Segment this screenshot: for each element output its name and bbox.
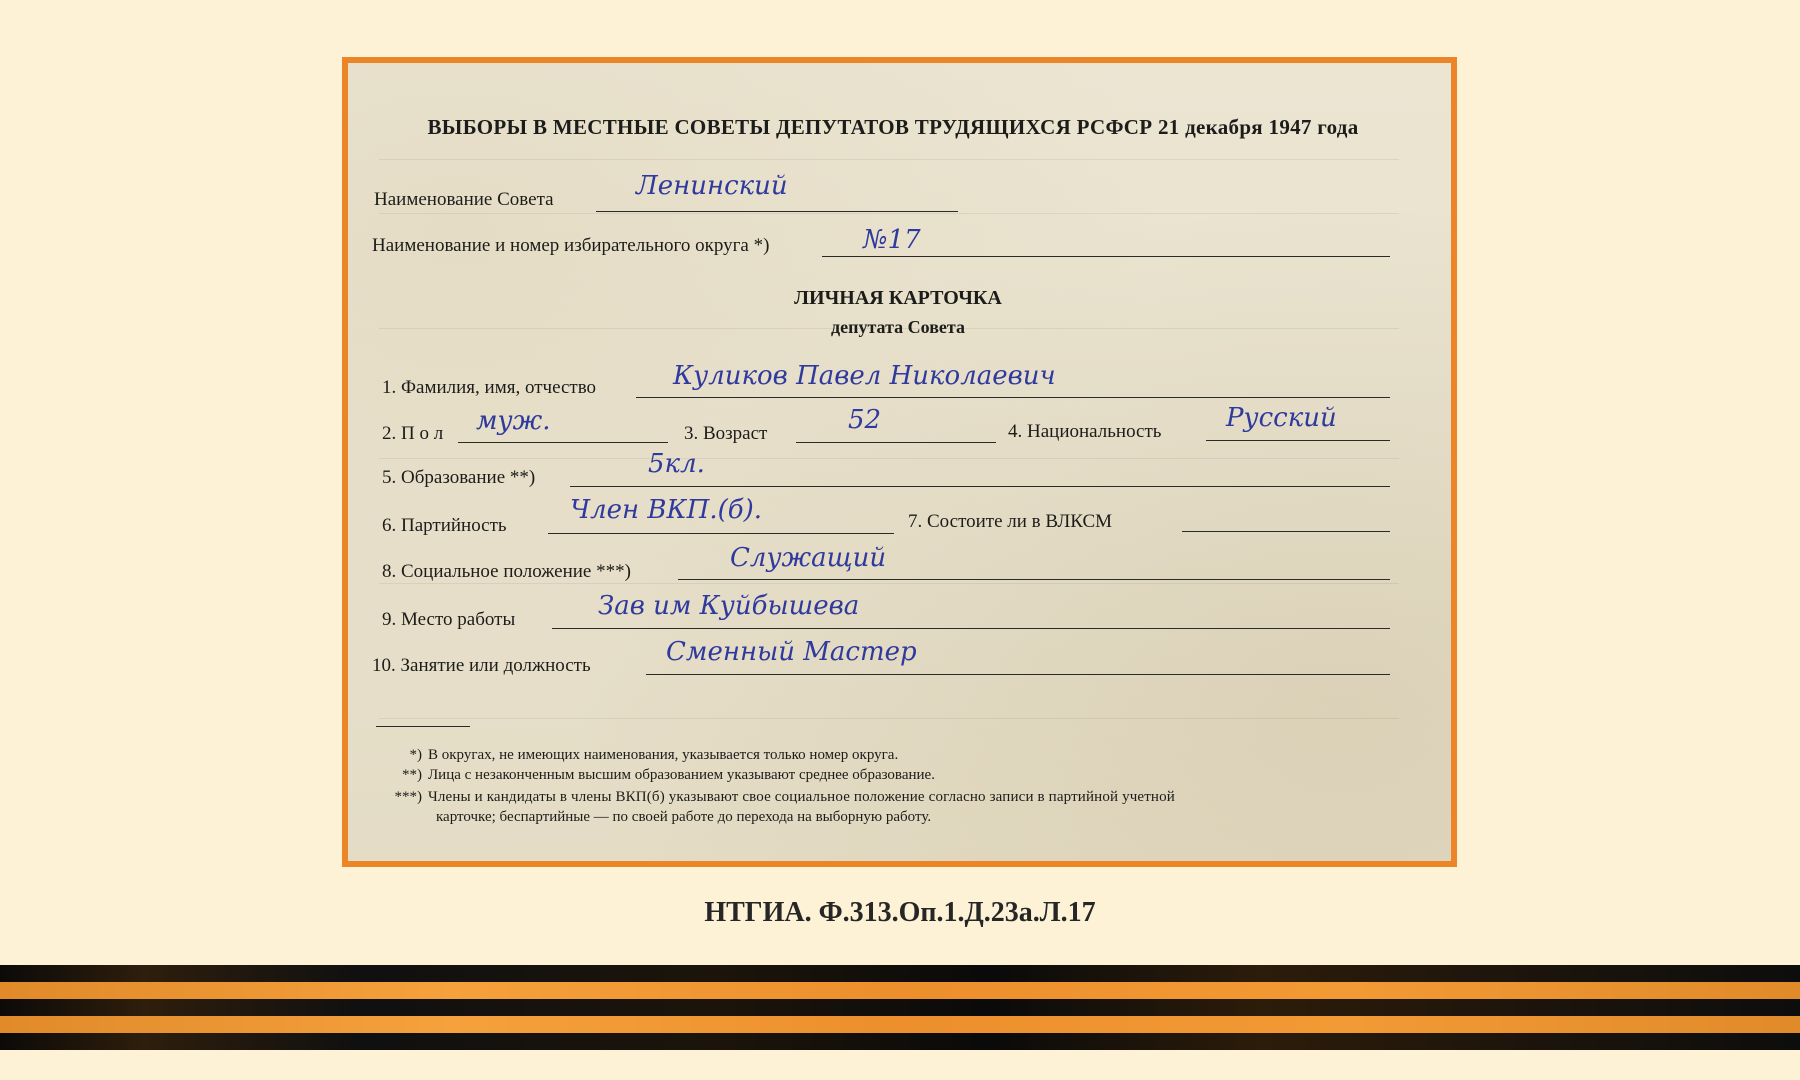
district-value: №17 bbox=[863, 225, 921, 255]
document-frame bbox=[342, 57, 1457, 867]
sex-label: 2. П о л bbox=[382, 423, 444, 444]
komsomol-label: 7. Состоите ли в ВЛКСМ bbox=[908, 511, 1113, 532]
social-label: 8. Социальное положение ***) bbox=[382, 561, 631, 582]
card-subheading: депутата Совета bbox=[831, 317, 965, 337]
footnote-mark-2: **) bbox=[402, 767, 422, 783]
name-underline bbox=[636, 397, 1390, 398]
st-george-ribbon bbox=[0, 965, 1800, 1050]
district-underline bbox=[822, 256, 1390, 257]
occupation-underline bbox=[646, 674, 1390, 675]
council-label: Наименование Совета bbox=[374, 189, 554, 210]
education-value: 5кл. bbox=[648, 449, 705, 479]
sex-value: муж. bbox=[476, 406, 551, 436]
council-underline bbox=[596, 211, 958, 212]
name-label: 1. Фамилия, имя, отчество bbox=[382, 377, 597, 398]
education-underline bbox=[570, 486, 1390, 487]
work-label: 9. Место работы bbox=[382, 609, 516, 630]
footnote-separator bbox=[376, 726, 470, 727]
party-value: Член ВКП.(б). bbox=[570, 495, 763, 525]
social-value: Служащий bbox=[730, 543, 887, 573]
footnote-3: Члены и кандидаты в члены ВКП(б) указывают свое социальное положение согласно записи в партийной учетной bbox=[428, 789, 1175, 805]
occupation-label: 10. Занятие или должность bbox=[372, 655, 591, 676]
card-heading: ЛИЧНАЯ КАРТОЧКА bbox=[794, 287, 1002, 309]
nationality-label: 4. Национальность bbox=[1008, 421, 1162, 442]
district-label: Наименование и номер избирательного округа *) bbox=[372, 235, 770, 256]
name-value: Куликов Павел Николаевич bbox=[673, 361, 1056, 391]
footnote-mark-3: ***) bbox=[394, 789, 422, 805]
sex-underline bbox=[458, 442, 668, 443]
party-underline bbox=[548, 533, 894, 534]
footnote-2: Лица с незаконченным высшим образованием указывают среднее образование. bbox=[428, 767, 935, 783]
archive-reference: НТГИА. Ф.313.Оп.1.Д.23а.Л.17 bbox=[704, 897, 1096, 928]
education-label: 5. Образование **) bbox=[382, 467, 536, 488]
komsomol-underline bbox=[1182, 531, 1390, 532]
age-value: 52 bbox=[848, 405, 882, 435]
footnote-mark-1: *) bbox=[409, 747, 422, 763]
footnote-4: карточке; беспартийные — по своей работе до перехода на выборную работу. bbox=[436, 809, 932, 825]
personal-card-scan bbox=[348, 63, 1451, 861]
footnote-1: В округах, не имеющих наименования, указывается только номер округа. bbox=[428, 747, 899, 763]
age-label: 3. Возраст bbox=[684, 423, 768, 444]
work-value: Зав им Куйбышева bbox=[598, 591, 860, 621]
council-value: Ленинский bbox=[636, 171, 788, 201]
occupation-value: Сменный Мастер bbox=[666, 637, 917, 667]
work-underline bbox=[552, 628, 1390, 629]
party-label: 6. Партийность bbox=[382, 515, 507, 536]
social-underline bbox=[678, 579, 1390, 580]
nationality-value: Русский bbox=[1226, 403, 1337, 433]
age-underline bbox=[796, 442, 996, 443]
card-title: ВЫБОРЫ В МЕСТНЫЕ СОВЕТЫ ДЕПУТАТОВ ТРУДЯЩИХСЯ РСФСР 21 декабря 1947 года bbox=[427, 115, 1359, 139]
nationality-underline bbox=[1206, 440, 1390, 441]
